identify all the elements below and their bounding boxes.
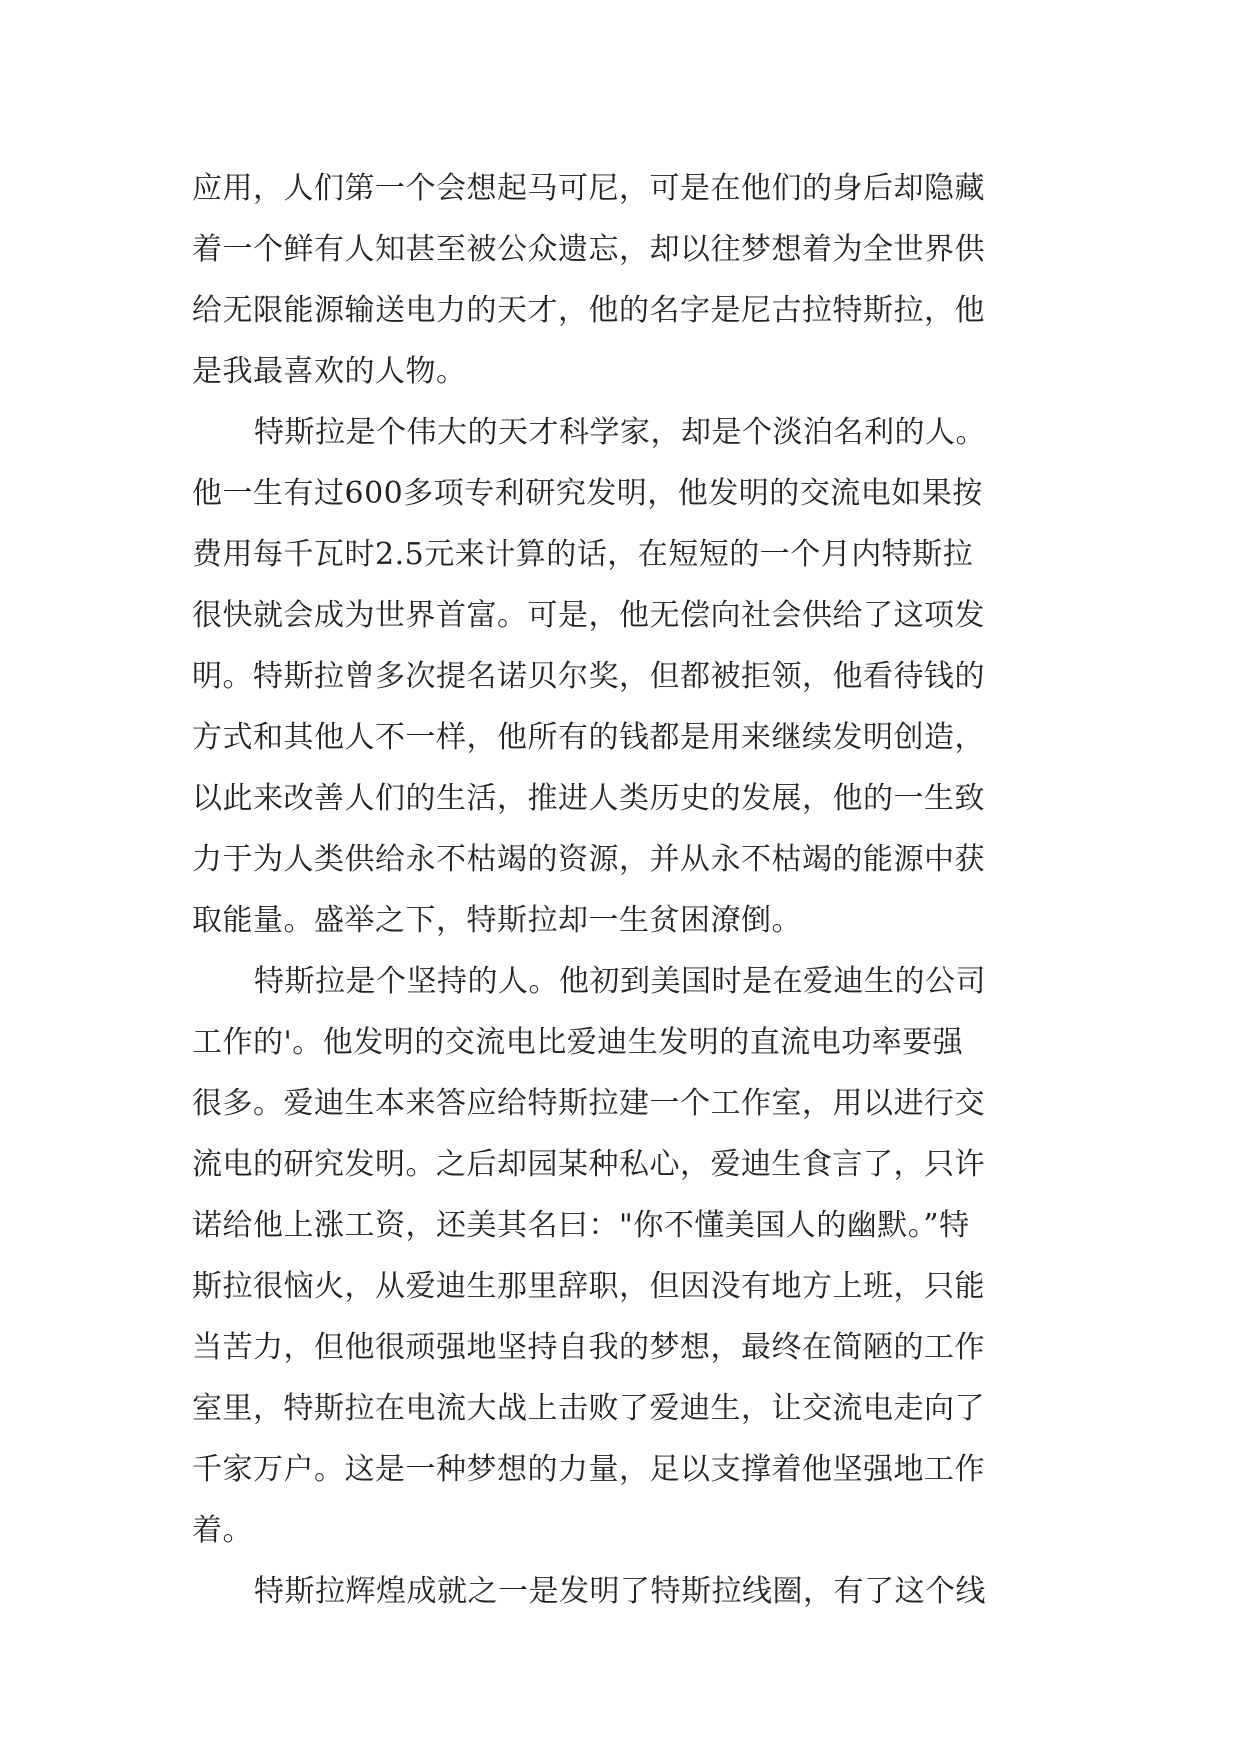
- text-line: 明。特斯拉曾多次提名诺贝尔奖，但都被拒领，他看待钱的: [192, 659, 985, 694]
- text-line: 千家万户。这是一种梦想的力量，足以支撑着他坚强地工作: [192, 1452, 985, 1487]
- text-line: 着一个鲜有人知甚至被公众遗忘，却以往梦想着为全世界供: [192, 232, 985, 267]
- text-line: 应用，人们第一个会想起马可尼，可是在他们的身后却隐藏: [192, 171, 985, 206]
- text-line: 当苦力，但他很顽强地坚持自我的梦想，最终在简陋的工作: [192, 1330, 985, 1365]
- text-line: 很快就会成为世界首富。可是，他无偿向社会供给了这项发: [192, 598, 985, 633]
- body-text: [192, 158, 1072, 1622]
- paragraph-start-line: 特斯拉是个伟大的天才科学家，却是个淡泊名利的人。: [254, 415, 986, 450]
- text-line: 斯拉很恼火，从爱迪生那里辞职，但因没有地方上班，只能: [192, 1269, 985, 1304]
- text-line: 很多。爱迪生本来答应给特斯拉建一个工作室，用以进行交: [192, 1086, 985, 1121]
- text-line: 给无限能源输送电力的天才，他的名字是尼古拉特斯拉，他: [192, 293, 985, 328]
- text-line: 他一生有过600多项专利研究发明，他发明的交流电如果按: [192, 476, 983, 511]
- text-line: 费用每千瓦时2.5元来计算的话，在短短的一个月内特斯拉: [192, 537, 974, 572]
- text-line: 工作的'。他发明的交流电比爱迪生发明的直流电功率要强: [192, 1025, 964, 1060]
- text-line: 流电的研究发明。之后却园某种私心，爱迪生食言了，只许: [192, 1147, 985, 1182]
- text-line: 方式和其他人不一样，他所有的钱都是用来继续发明创造，: [192, 720, 985, 755]
- text-line: 以此来改善人们的生活，推进人类历史的发展，他的一生致: [192, 781, 985, 816]
- paragraph-start-line: 特斯拉是个坚持的人。他初到美国时是在爱迪生的公司: [254, 964, 986, 999]
- text-line: 着。: [192, 1513, 253, 1548]
- paragraph-start-line: 特斯拉辉煌成就之一是发明了特斯拉线圈，有了这个线: [254, 1574, 986, 1609]
- text-line: 诺给他上涨工资，还美其名曰："你不懂美国人的幽默。”特: [192, 1208, 970, 1243]
- text-line: 取能量。盛举之下，特斯拉却一生贫困潦倒。: [192, 903, 802, 938]
- text-line: 是我最喜欢的人物。: [192, 354, 467, 389]
- text-line: 室里，特斯拉在电流大战上击败了爱迪生，让交流电走向了: [192, 1391, 985, 1426]
- text-line: 力于为人类供给永不枯竭的资源，并从永不枯竭的能源中获: [192, 842, 985, 877]
